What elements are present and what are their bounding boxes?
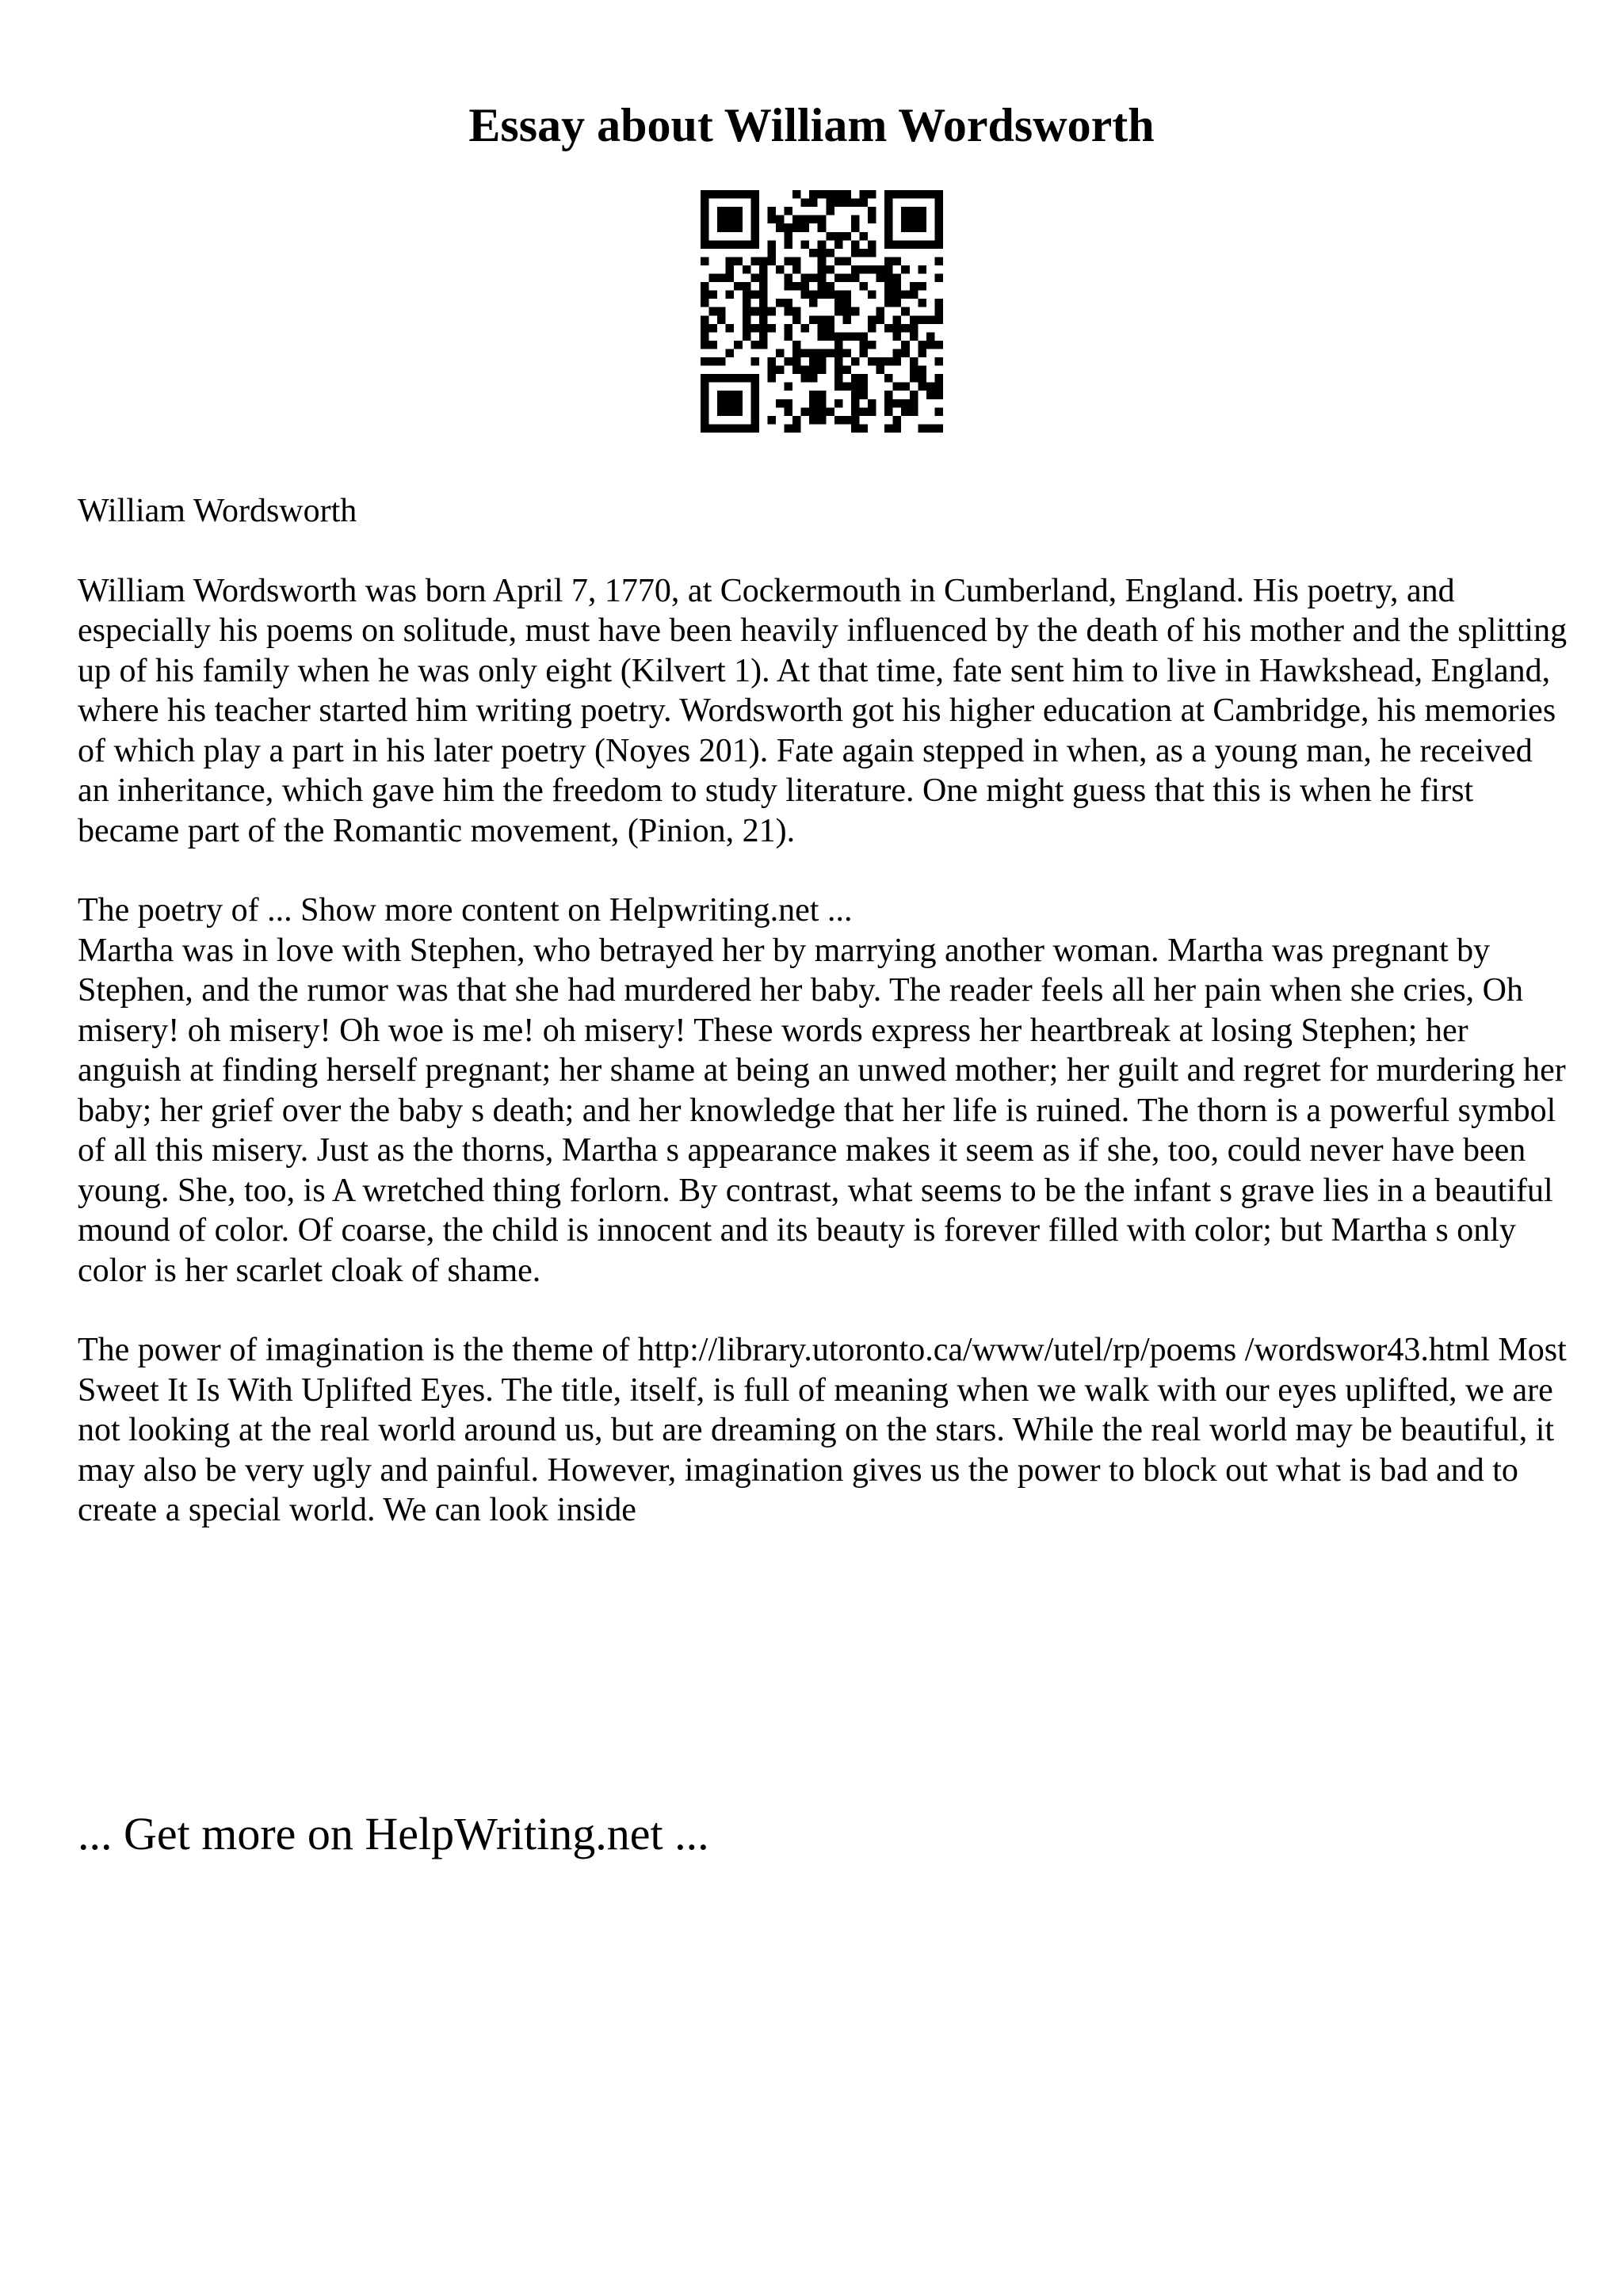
essay-paragraph-3: The power of imagination is the theme of http://library.utoronto.ca/www/utel/rp/poems /wordswor43.html Most Sweet It Is With Uplifted Eyes. The title, itself, is full of meaning when we walk with our eyes uplifted, we are not looking at the real world around us, but are dreaming on the stars. While the real world may be beautiful, it may also be very ugly and painful. However, imagination gives us the power to block out what is bad and to create a special world. We can look inside	[78, 1332, 1567, 1528]
essay-body	[78, 491, 1568, 1531]
get-more-link[interactable]: ... Get more on HelpWriting.net ...	[78, 1808, 709, 1859]
show-more-line[interactable]: The poetry of ... Show more content on Helpwriting.net ...	[78, 892, 853, 929]
essay-heading-line: William Wordsworth	[78, 493, 357, 529]
essay-paragraph-2: Martha was in love with Stephen, who betrayed her by marrying another woman. Martha was pregnant by Stephen, and the rumor was that she had murdered her baby. The reader feels all her pain when she cries, Oh misery! oh misery! Oh woe is me! oh misery! These words express her heartbreak at losing Stephen; her anguish at finding herself pregnant; her shame at being an unwed mother; her guilt and regret for murdering her baby; her grief over the baby s death; and her knowledge that her life is ruined. The thorn is a powerful symbol of all this misery. Just as the thorns, Martha s appearance makes it seem as if she, too, could never have been young. She, too, is A wretched thing forlorn. By contrast, what seems to be the infant s grave lies in a beautiful mound of color. Of coarse, the child is innocent and its beauty is forever filled with color; but Martha s only color is her scarlet cloak of shame.	[78, 932, 1566, 1289]
essay-paragraph-1: William Wordsworth was born April 7, 1770, at Cockermouth in Cumberland, England. His poetry, and especially his poems on solitude, must have been heavily influenced by the death of his mother and the splitting up of his family when he was only eight (Kilvert 1). At that time, fate sent him to live in Hawkshead, England, where his teacher started him writing poetry. Wordsworth got his higher education at Cambridge, his memories of which play a part in his later poetry (Noyes 201). Fate again stepped in when, as a young man, he received an inheritance, which gave him the freedom to study literature. One might guess that this is when he first became part of the Romantic movement, (Pinion, 21).	[78, 572, 1568, 849]
qr-code-icon	[701, 190, 943, 433]
page-title: Essay about William Wordsworth	[468, 99, 1155, 151]
